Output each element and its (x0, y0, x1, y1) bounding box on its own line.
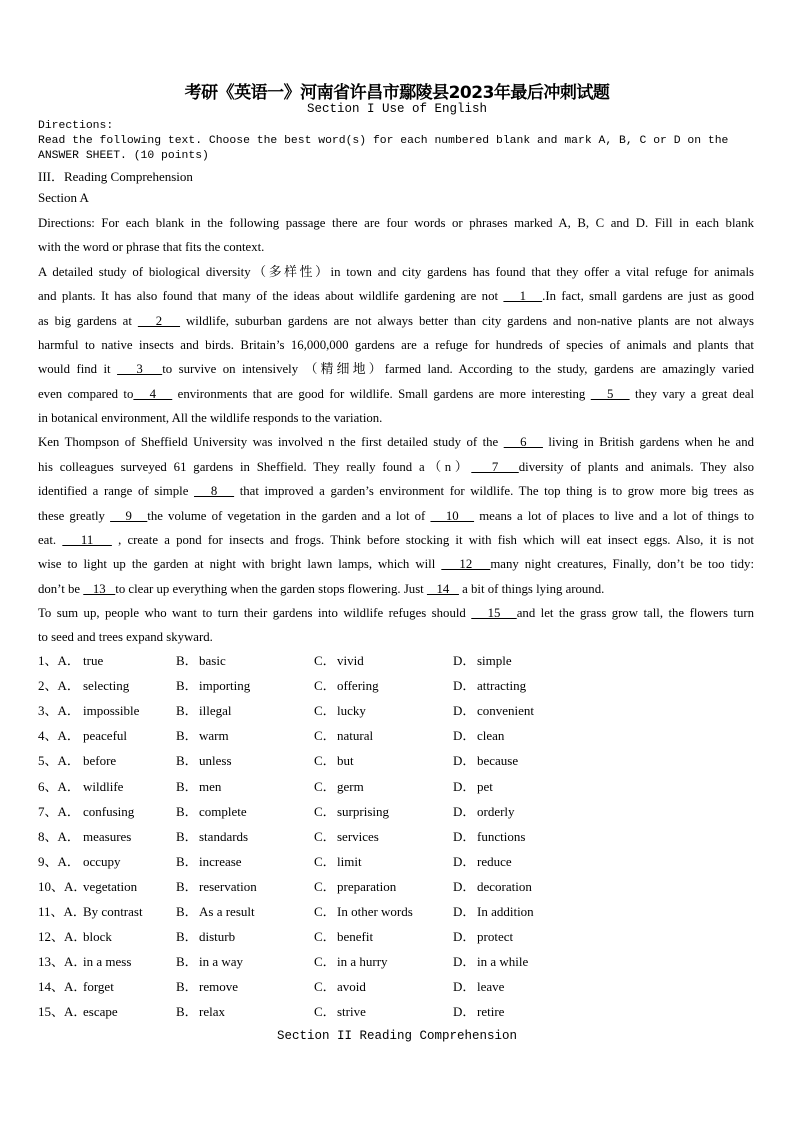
section-heading: Section II Reading Comprehension (276, 1029, 518, 1043)
section-a-directions: with the word or phrase that fits the context. (38, 240, 265, 254)
option-a: before (83, 753, 117, 769)
option-c: surprising (337, 803, 389, 819)
option-a: in a mess (83, 954, 132, 970)
option-letter: B． (176, 703, 198, 719)
option-c: strive (337, 1004, 366, 1020)
passage-text: harmful to native insects and birds. Britain’s 16,000,000 gardens are a refuge for hundreds of species of animals and plants that (38, 338, 754, 353)
option-a: wildlife (83, 778, 124, 794)
question-number: 7、A． (38, 803, 80, 819)
option-b: reservation (199, 878, 257, 894)
option-letter: C． (314, 753, 336, 769)
option-letter: D． (453, 828, 476, 844)
document-title: 考研《英语一》河南省许昌市鄢陵县2023年最后冲刺试题 (184, 83, 610, 103)
question-number: 5、A． (38, 753, 80, 769)
option-letter: B． (176, 878, 198, 894)
option-letter: C． (314, 728, 336, 744)
answer-blank: 1 (503, 289, 543, 304)
answer-blank: 12 (441, 557, 491, 572)
option-letter: C． (314, 1004, 336, 1020)
option-letter: B． (176, 853, 198, 869)
option-letter: C． (314, 778, 336, 794)
passage-text: and let the grass grow tall, the flowers turn (516, 605, 755, 620)
passage-line (38, 629, 754, 645)
option-c: lucky (337, 703, 366, 719)
directions-text: ANSWER SHEET. (10 points) (38, 150, 209, 162)
option-a: selecting (83, 678, 130, 694)
option-a: vegetation (83, 878, 138, 894)
option-letter: D． (453, 929, 476, 945)
passage-line (38, 434, 754, 450)
passage-text: even compared to (38, 386, 134, 401)
option-c: natural (337, 728, 374, 744)
option-c: preparation (337, 878, 397, 894)
passage-line (38, 288, 754, 304)
answer-blank: 15 (471, 605, 517, 620)
option-d: orderly (477, 803, 515, 819)
question-number: 15、A． (38, 1004, 87, 1020)
passage-line (38, 337, 754, 353)
option-letter: D． (453, 728, 476, 744)
option-c: services (337, 828, 379, 844)
passage-text: don’t be (38, 581, 84, 596)
answer-blank: 9 (110, 508, 148, 523)
option-b: relax (199, 1004, 225, 1020)
option-d: retire (477, 1004, 505, 1020)
part-heading: III．Reading Comprehension (38, 169, 193, 184)
passage-line (38, 508, 754, 524)
answer-blank: 6 (503, 435, 543, 450)
question-number: 8、A． (38, 828, 80, 844)
option-a: impossible (83, 703, 140, 719)
option-a: confusing (83, 803, 135, 819)
option-letter: C． (314, 703, 336, 719)
answer-blank: 11 (62, 532, 112, 547)
question-number: 14、A． (38, 979, 87, 995)
passage-text: means a lot of places to live and a lot of things to (474, 508, 754, 523)
option-a: measures (83, 828, 132, 844)
passage-line (38, 532, 754, 548)
answer-blank: 10 (430, 508, 475, 523)
option-d: convenient (477, 703, 535, 719)
option-a: forget (83, 979, 114, 995)
option-a: escape (83, 1004, 118, 1020)
option-letter: C． (314, 954, 336, 970)
passage-line (38, 361, 754, 377)
passage-text: these greatly (38, 508, 111, 523)
question-number: 2、A． (38, 678, 80, 694)
option-a: peaceful (83, 728, 128, 744)
option-letter: D． (453, 904, 476, 919)
passage-text: diversity of plants and animals. They also (518, 459, 754, 474)
passage-text: wildlife, suburban gardens are not always better than city gardens and non-native plants are not always (180, 313, 754, 328)
directions-text: Read the following text. Choose the best word(s) for each numbered blank and mark A, B, C or D on the (38, 135, 729, 147)
question-number: 13、A． (38, 954, 87, 970)
option-c: limit (337, 853, 362, 869)
option-b: unless (199, 753, 232, 769)
option-a: block (83, 929, 112, 945)
option-letter: B． (176, 778, 198, 794)
option-letter: D． (453, 853, 476, 869)
passage-text: to clear up everything when the garden stops flowering. Just (115, 581, 427, 596)
passage-text: would find it (38, 362, 118, 377)
option-letter: B． (176, 979, 198, 995)
option-c: In other words (337, 904, 413, 919)
passage-text: in botanical environment, All the wildlife responds to the variation. (38, 411, 383, 426)
passage-text: his colleagues surveyed 61 gardens in Sheffield. They really found a（n） (38, 459, 472, 474)
answer-blank: 3 (117, 362, 163, 377)
option-letter: C． (314, 803, 336, 819)
option-d: reduce (477, 853, 512, 869)
option-letter: D． (453, 678, 476, 694)
option-a: occupy (83, 853, 121, 869)
passage-line (38, 313, 754, 329)
option-letter: D． (453, 703, 476, 719)
passage-line (38, 556, 754, 572)
question-number: 9、A． (38, 853, 80, 869)
option-letter: B． (176, 678, 198, 694)
option-d: simple (477, 653, 512, 668)
passage-line (38, 386, 754, 402)
option-d: pet (477, 778, 493, 794)
option-letter: B． (176, 803, 198, 819)
option-letter: C． (314, 979, 336, 995)
option-letter: C． (314, 878, 336, 894)
option-letter: B． (176, 753, 198, 769)
option-letter: B． (176, 1004, 198, 1020)
option-letter: B． (176, 929, 198, 945)
option-letter: D． (453, 653, 476, 668)
passage-text: environments that are good for wildlife. Small gardens are more interesting (172, 386, 591, 401)
directions-label: Directions: (38, 120, 114, 132)
option-b: disturb (199, 929, 236, 945)
option-b: As a result (199, 904, 255, 919)
option-letter: D． (453, 803, 476, 819)
passage-text: to survive on intensively （精细地）farmed land. According to the study, gardens are amazingly varied (162, 362, 754, 377)
option-d: clean (477, 728, 505, 744)
option-letter: B． (176, 653, 198, 668)
passage-text: many night creatures, Finally, don’t be too tidy: (490, 557, 754, 572)
passage-text: living in British gardens when he and (542, 435, 755, 450)
option-letter: B． (176, 954, 198, 970)
passage-text: as big gardens at (38, 313, 138, 328)
option-letter: C． (314, 929, 336, 945)
section-a-directions: Directions: For each blank in the following passage there are four words or phrases marked A, B, C and D. Fill in each blank (38, 216, 754, 230)
passage-line (38, 459, 754, 475)
passage-text: the volume of vegetation in the garden and a lot of (147, 508, 431, 523)
question-number: 1、A． (38, 653, 80, 668)
passage-text: , create a pond for insects and frogs. Think before stocking it with fish which will eat insect eggs. Also, it is not (111, 532, 754, 547)
option-b: remove (199, 979, 238, 995)
option-d: protect (477, 929, 514, 945)
answer-blank: 4 (133, 386, 173, 401)
option-c: avoid (337, 979, 366, 995)
answer-blank: 7 (471, 459, 519, 474)
passage-line (38, 605, 754, 621)
option-a: true (83, 653, 104, 668)
passage-text: that improved a garden’s environment for wildlife. The top thing is to grow more big trees as (234, 484, 754, 499)
answer-blank: 5 (590, 386, 630, 401)
question-number: 10、A． (38, 878, 87, 894)
option-letter: D． (453, 1004, 476, 1020)
option-c: germ (337, 778, 364, 794)
answer-blank: 14 (426, 581, 459, 596)
passage-text: Ken Thompson of Sheffield University was involved n the first detailed study of the (38, 435, 504, 450)
passage-text: identified a range of simple (38, 484, 194, 499)
option-letter: B． (176, 828, 198, 844)
option-b: illegal (199, 703, 232, 719)
question-number: 11、A． (38, 904, 86, 919)
option-letter: C． (314, 828, 336, 844)
passage-text: to seed and trees expand skyward. (38, 630, 213, 645)
option-b: standards (199, 828, 249, 844)
option-letter: D． (453, 954, 476, 970)
passage-text: wise to light up the garden at night with bright lawn lamps, which will (38, 557, 442, 572)
passage-text: they vary a great deal (629, 386, 754, 401)
passage-text: and plants. It has also found that many of the ideas about wildlife gardening are not (38, 289, 504, 304)
option-letter: C． (314, 904, 336, 919)
passage-line (38, 410, 754, 426)
option-d: in a while (477, 954, 529, 970)
passage-text: eat. (38, 532, 63, 547)
passage-text: To sum up, people who want to turn their gardens into wildlife refuges should (38, 605, 472, 620)
passage-text: a bit of things lying around. (458, 581, 605, 596)
option-letter: B． (176, 728, 198, 744)
answer-blank: 8 (194, 484, 235, 499)
passage-line (38, 483, 754, 499)
option-d: attracting (477, 678, 527, 694)
section-a-heading: Section A (38, 190, 89, 205)
option-letter: C． (314, 678, 336, 694)
question-number: 12、A． (38, 929, 87, 945)
answer-blank: 13 (83, 581, 116, 596)
option-letter: D． (453, 753, 476, 769)
option-c: vivid (337, 653, 364, 668)
option-d: leave (477, 979, 505, 995)
option-d: In addition (477, 904, 534, 919)
option-letter: B． (176, 904, 198, 919)
option-c: but (337, 753, 354, 769)
option-b: basic (199, 653, 226, 668)
option-c: offering (337, 678, 379, 694)
option-b: warm (199, 728, 229, 744)
question-number: 4、A． (38, 728, 80, 744)
option-b: in a way (199, 954, 244, 970)
question-number: 6、A． (38, 778, 80, 794)
option-b: increase (199, 853, 242, 869)
passage-text: .In fact, small gardens are just as good (542, 289, 755, 304)
option-letter: D． (453, 878, 476, 894)
option-b: importing (199, 678, 251, 694)
section-heading: Section I Use of English (306, 102, 488, 116)
option-c: benefit (337, 929, 374, 945)
option-d: because (477, 753, 519, 769)
passage-line (38, 264, 754, 280)
option-letter: D． (453, 979, 476, 995)
question-number: 3、A． (38, 703, 80, 719)
answer-blank: 2 (137, 313, 181, 328)
option-d: decoration (477, 878, 532, 894)
option-a: By contrast (83, 904, 143, 919)
option-b: complete (199, 803, 247, 819)
option-letter: D． (453, 778, 476, 794)
option-letter: C． (314, 853, 336, 869)
option-b: men (199, 778, 222, 794)
option-c: in a hurry (337, 954, 388, 970)
passage-text: A detailed study of biological diversity（多样性）in town and city gardens has found that they offer a vital refuge for animals (38, 265, 754, 279)
option-d: functions (477, 828, 526, 844)
passage-line (38, 581, 754, 597)
option-letter: C． (314, 653, 336, 668)
